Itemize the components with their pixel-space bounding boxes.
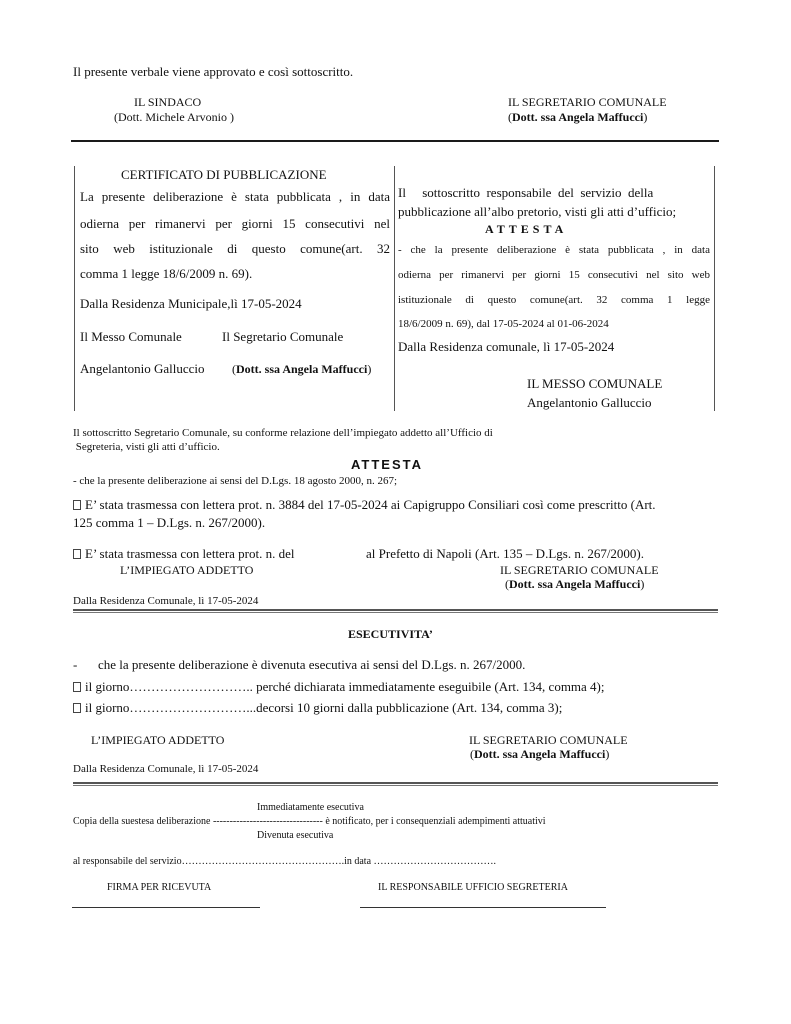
segretario-signature <box>508 110 647 125</box>
esecutivita-statement: che la presente deliberazione è divenuta esecutiva ai sensi del D.Lgs. n. 267/2000. <box>98 657 526 672</box>
esecutivita-segretario-title: IL SEGRETARIO COMUNALE <box>469 733 628 747</box>
paren-close: ) <box>643 110 648 124</box>
attest-body-line-2: odierna per rimanervi per giorni 15 consecutivi nel sito web <box>398 269 710 281</box>
certificate-line-4: comma 1 legge 18/6/2009 n. 69). <box>80 266 253 281</box>
paren-open: ( <box>470 747 474 761</box>
responsabile-signature-line <box>360 907 606 908</box>
attest-place-date: Dalla Residenza comunale, lì 17-05-2024 <box>398 339 615 354</box>
attest-body-line-1: - che la presente deliberazione è stata pubblicata , in data <box>398 244 710 256</box>
checkbox-decorsi[interactable] <box>73 703 81 713</box>
certificate-line-1: La presente deliberazione è stata pubblicata , in data <box>80 189 390 204</box>
paren-open: ( <box>232 362 236 376</box>
transmission-item-2 <box>73 546 295 562</box>
attest-body-line-3: istituzionale di questo comune(art. 32 comma 1 legge <box>398 294 710 306</box>
paren-close: ) <box>640 577 645 591</box>
segretario-label: Il Segretario Comunale <box>222 329 344 344</box>
paren-open: ( <box>505 577 509 591</box>
transmission-item-1-text: E’ stata trasmessa con lettera prot. n. 3884 del 17-05-2024 ai Capigruppo Consiliari così come prescritto (Art. <box>85 497 656 512</box>
segreteria-statement: - che la presente deliberazione ai sensi del D.Lgs. 18 agosto 2000, n. 267; <box>73 475 398 487</box>
checkbox-prefetto[interactable] <box>73 549 81 559</box>
recipient-line: al responsabile del servizio………………………………………….in data ………………………………. <box>73 856 497 867</box>
sindaco-title: IL SINDACO <box>134 95 202 109</box>
segreteria-place-date: Dalla Residenza Comunale, lì 17-05-2024 <box>73 595 259 607</box>
esecutivita-impiegato-title: L’IMPIEGATO ADDETTO <box>91 733 225 747</box>
esecutivita-segretario-signature <box>470 747 609 762</box>
impiegato-title: L’IMPIEGATO ADDETTO <box>120 563 254 577</box>
copy-option-immediata: Immediatamente esecutiva <box>257 802 364 813</box>
segretario-title: IL SEGRETARIO COMUNALE <box>508 95 667 109</box>
attest-intro-line-2: pubblicazione all’albo pretorio, visti gli atti d’ufficio; <box>398 204 677 219</box>
certificate-place-date: Dalla Residenza Municipale,lì 17-05-2024 <box>80 296 302 311</box>
paren-close: ) <box>367 362 372 376</box>
transmission-item-1 <box>73 497 656 513</box>
approval-intro: Il presente verbale viene approvato e così sottoscritto. <box>73 64 354 79</box>
certificate-segretario-signature <box>232 362 371 377</box>
esecutivita-option-2-text: il giorno………………………...decorsi 10 giorni dalla pubblicazione (Art. 134, comma 3); <box>85 700 563 715</box>
paren-open: ( <box>508 110 512 124</box>
certificate-line-2: odierna per rimanervi per giorni 15 consecutivi nel <box>80 216 390 231</box>
checkbox-capigruppo[interactable] <box>73 500 81 510</box>
box-right-border <box>714 166 715 411</box>
esecutivita-segretario-name: Dott. ssa Angela Maffucci <box>474 747 606 761</box>
double-divider-1 <box>73 609 718 613</box>
attest-intro-line-1: Il sottoscritto responsabile del servizio della <box>398 185 654 200</box>
esecutivita-option-2 <box>73 700 562 716</box>
segreteria-intro-line-1: Il sottoscritto Segretario Comunale, su conforme relazione dell’impiegato addetto all’Ufficio di <box>73 427 493 439</box>
box-left-border <box>74 166 75 411</box>
firma-signature-line <box>72 907 260 908</box>
esecutivita-dash: - <box>73 657 78 672</box>
transmission-item-1-cont: 125 comma 1 – D.Lgs. n. 267/2000). <box>73 515 266 530</box>
certificate-segretario-name: Dott. ssa Angela Maffucci <box>236 362 368 376</box>
esecutivita-option-1 <box>73 679 605 695</box>
attest-body-line-4: 18/6/2009 n. 69), dal 17-05-2024 al 01-06-2024 <box>398 318 609 330</box>
segreteria-segretario-title: IL SEGRETARIO COMUNALE <box>500 563 659 577</box>
esecutivita-place-date: Dalla Residenza Comunale, lì 17-05-2024 <box>73 763 259 775</box>
certificate-line-3: sito web istituzionale di questo comune(art. 32 <box>80 241 390 256</box>
attest-heading: ATTESTA <box>485 222 568 236</box>
sindaco-name: (Dott. Michele Arvonio ) <box>114 110 234 124</box>
transmission-item-2-right: al Prefetto di Napoli (Art. 135 – D.Lgs. n. 267/2000). <box>366 546 645 561</box>
segreteria-segretario-signature <box>505 577 644 592</box>
messo-label: Il Messo Comunale <box>80 329 182 344</box>
messo-name: Angelantonio Galluccio <box>80 361 205 376</box>
copy-option-divenuta: Divenuta esecutiva <box>257 830 334 841</box>
segretario-name: Dott. ssa Angela Maffucci <box>512 110 644 124</box>
firma-ricevuta-label: FIRMA PER RICEVUTA <box>107 882 212 893</box>
transmission-item-2-text: E’ stata trasmessa con lettera prot. n. del <box>85 546 295 561</box>
segreteria-attest-heading: ATTESTA <box>351 457 424 472</box>
segreteria-intro-line-2: Segreteria, visti gli atti d’ufficio. <box>73 441 220 453</box>
esecutivita-option-1-text: il giorno……………………….. perché dichiarata immediatamente eseguibile (Art. 134, comma 4); <box>85 679 605 694</box>
double-divider-2 <box>73 782 718 786</box>
copy-notice-line: Copia della suestesa deliberazione --------------------------------- è notificato, per i consequenziali adempimenti attuativi <box>73 816 546 827</box>
messo-comunale-title: IL MESSO COMUNALE <box>527 376 663 391</box>
messo-comunale-name: Angelantonio Galluccio <box>527 395 652 410</box>
segreteria-segretario-name: Dott. ssa Angela Maffucci <box>509 577 641 591</box>
responsabile-segreteria-label: IL RESPONSABILE UFFICIO SEGRETERIA <box>378 882 568 893</box>
box-middle-border <box>394 166 395 411</box>
checkbox-immediata[interactable] <box>73 682 81 692</box>
paren-close: ) <box>605 747 610 761</box>
esecutivita-heading: ESECUTIVITA’ <box>348 627 433 641</box>
certificate-title: CERTIFICATO DI PUBBLICAZIONE <box>121 167 327 182</box>
section-divider <box>71 140 719 142</box>
